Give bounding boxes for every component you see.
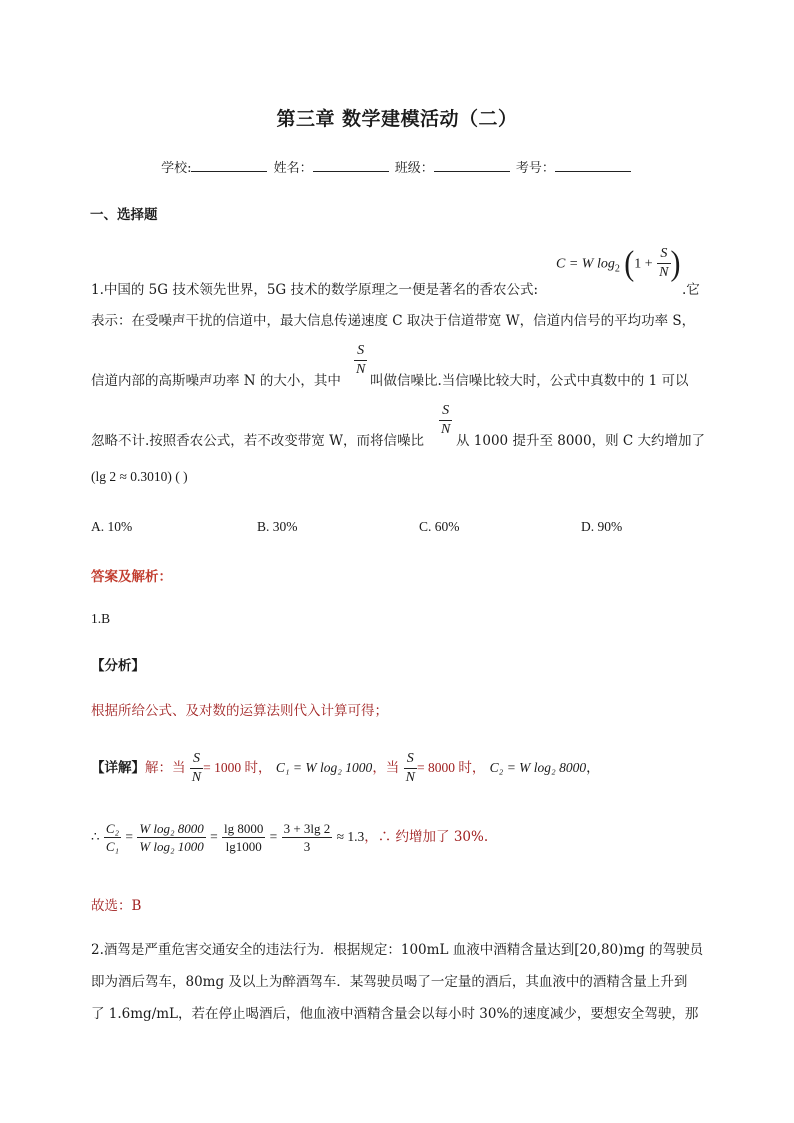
analysis-text: 根据所给公式、及对数的运算法则代入计算可得；	[91, 703, 388, 719]
detail-frac-1	[190, 752, 203, 785]
formula-c: C	[556, 256, 566, 272]
ratio-frac-4	[282, 822, 333, 853]
ratio-den-2: W log₂ 1000	[139, 839, 204, 854]
q2-line1: 2.酒驾是严重危害交通安全的违法行为．根据规定：100mL 血液中酒精含量达到[20,80)mg 的驾驶员	[91, 942, 704, 958]
frac-numerator: S	[439, 404, 452, 421]
analysis-heading: 【分析】	[91, 658, 145, 674]
ratio-den-1: C₁	[105, 839, 120, 854]
formula-left-paren: (	[624, 243, 635, 282]
answer-number: 1.B	[91, 611, 111, 626]
frac-numerator: S	[190, 752, 203, 769]
school-label: 学校:	[161, 161, 192, 176]
q1-line1	[91, 278, 538, 298]
option-b: B. 30%	[257, 519, 298, 534]
ratio-frac-3	[222, 822, 265, 853]
section-heading: 一、选择题	[90, 207, 158, 223]
detail-dang: ，当	[372, 760, 400, 776]
frac-numerator: S	[354, 344, 367, 361]
detail-eq-1000: = 1000 时，	[203, 760, 272, 775]
q1-line4-post: 从 1000 提升至 8000，则 C 大约增加了	[456, 433, 705, 449]
option-c: C. 60%	[419, 519, 460, 534]
page-title: 第三章 数学建模活动（二）	[276, 108, 518, 130]
ratio-approx: ≈ 1.3	[336, 829, 365, 844]
frac-numerator: S	[404, 752, 417, 769]
frac-denominator: N	[441, 422, 451, 437]
formula-s-over-n	[657, 247, 670, 280]
exam-number-blank	[555, 159, 631, 172]
detail-eq-8000: = 8000 时，	[416, 760, 486, 775]
detail-comma: ，	[586, 760, 600, 776]
class-blank	[434, 159, 510, 172]
class-label: 班级：	[394, 161, 434, 176]
ratio-line: ∴ $\frac{\text{C₂}}{\text{C₁}}$ = $\frac{\text{W log₂ 8000}}{\text{W log₂ 1000}}$ = $\frac{\lg 8000}{\lg 1000}$ = $\frac{3 + 3\lg 2}{3}$ ≈ 1.3，∴ 约增加了 30%.	[91, 821, 489, 854]
ratio-num-4: 3 + 3lg 2	[283, 821, 331, 836]
q1-line4-pre: 忽略不计.按照香农公式，若不改变带宽 W，而将信噪比	[91, 433, 424, 449]
ratio-num-1: C₂	[105, 821, 120, 836]
formula-one-plus: 1 +	[634, 256, 653, 272]
q1-line5-hint: (lg 2 ≈ 0.3010) ( )	[91, 469, 188, 484]
q1-line1-text: 1.中国的 5G 技术领先世界，5G 技术的数学原理之一便是著名的香农公式:	[91, 282, 539, 298]
formula-right-paren: )	[670, 243, 681, 282]
exam-number-label: 考号：	[515, 161, 555, 176]
name-blank	[313, 159, 389, 172]
q1-line3-post: 叫做信噪比.当信噪比较大时，公式中真数中的 1 可以	[370, 373, 689, 389]
option-a: A. 10%	[91, 519, 133, 534]
detail-c2: C₂ = W log₂ 8000	[489, 760, 587, 775]
q1-line4-fraction	[439, 404, 452, 437]
detail-c1: C₁ = W log₂ 1000	[275, 760, 373, 775]
shannon-formula	[556, 243, 681, 282]
q1-line3-pre: 信道内部的高斯噪声功率 N 的大小，其中	[91, 373, 341, 389]
q2-line2: 即为酒后驾车，80mg 及以上为醉酒驾车．某驾驶员喝了一定量的酒后，其血液中的酒精含量上升到	[91, 974, 688, 990]
frac-denominator: N	[405, 770, 415, 785]
ratio-den-3: lg1000	[225, 839, 262, 854]
detail-label: 【详解】	[91, 760, 145, 776]
choose-answer: 故选：B	[91, 898, 142, 914]
ratio-den-4: 3	[303, 839, 311, 854]
detail-frac-2	[404, 752, 417, 785]
answer-heading: 答案及解析：	[91, 569, 172, 585]
frac-denominator: N	[191, 770, 202, 785]
name-label: 姓名：	[273, 161, 313, 176]
q1-line1-end: .它	[682, 282, 700, 298]
frac-denominator: N	[659, 265, 669, 280]
therefore-symbol: ∴	[91, 829, 100, 845]
q2-line3: 了 1.6mg/mL，若在停止喝酒后，他血液中酒精含量会以每小时 30%的速度减少，要想安全驾驶，那	[91, 1006, 699, 1022]
detail-intro: 解：当	[145, 760, 186, 776]
frac-denominator: N	[356, 362, 366, 377]
q1-line3-fraction	[354, 344, 367, 377]
ratio-num-2: W log₂ 8000	[139, 821, 204, 836]
q1-line2: 表示：在受噪声干扰的信道中，最大信息传递速度 C 取决于信道带宽 W，信道内信号的平均功率 S，	[91, 313, 696, 329]
school-blank	[191, 159, 267, 172]
student-info-line	[0, 157, 794, 176]
formula-wlog: = W log	[565, 256, 615, 272]
ratio-frac-2	[137, 822, 205, 853]
option-d: D. 90%	[581, 519, 623, 534]
ratio-frac-1	[104, 822, 121, 853]
ratio-num-3: lg 8000	[224, 821, 264, 836]
formula-log-base: 2	[614, 263, 620, 275]
detail-line	[91, 752, 600, 785]
ratio-conclusion: ，∴ 约增加了 30%.	[364, 829, 489, 845]
frac-numerator: S	[657, 247, 670, 264]
